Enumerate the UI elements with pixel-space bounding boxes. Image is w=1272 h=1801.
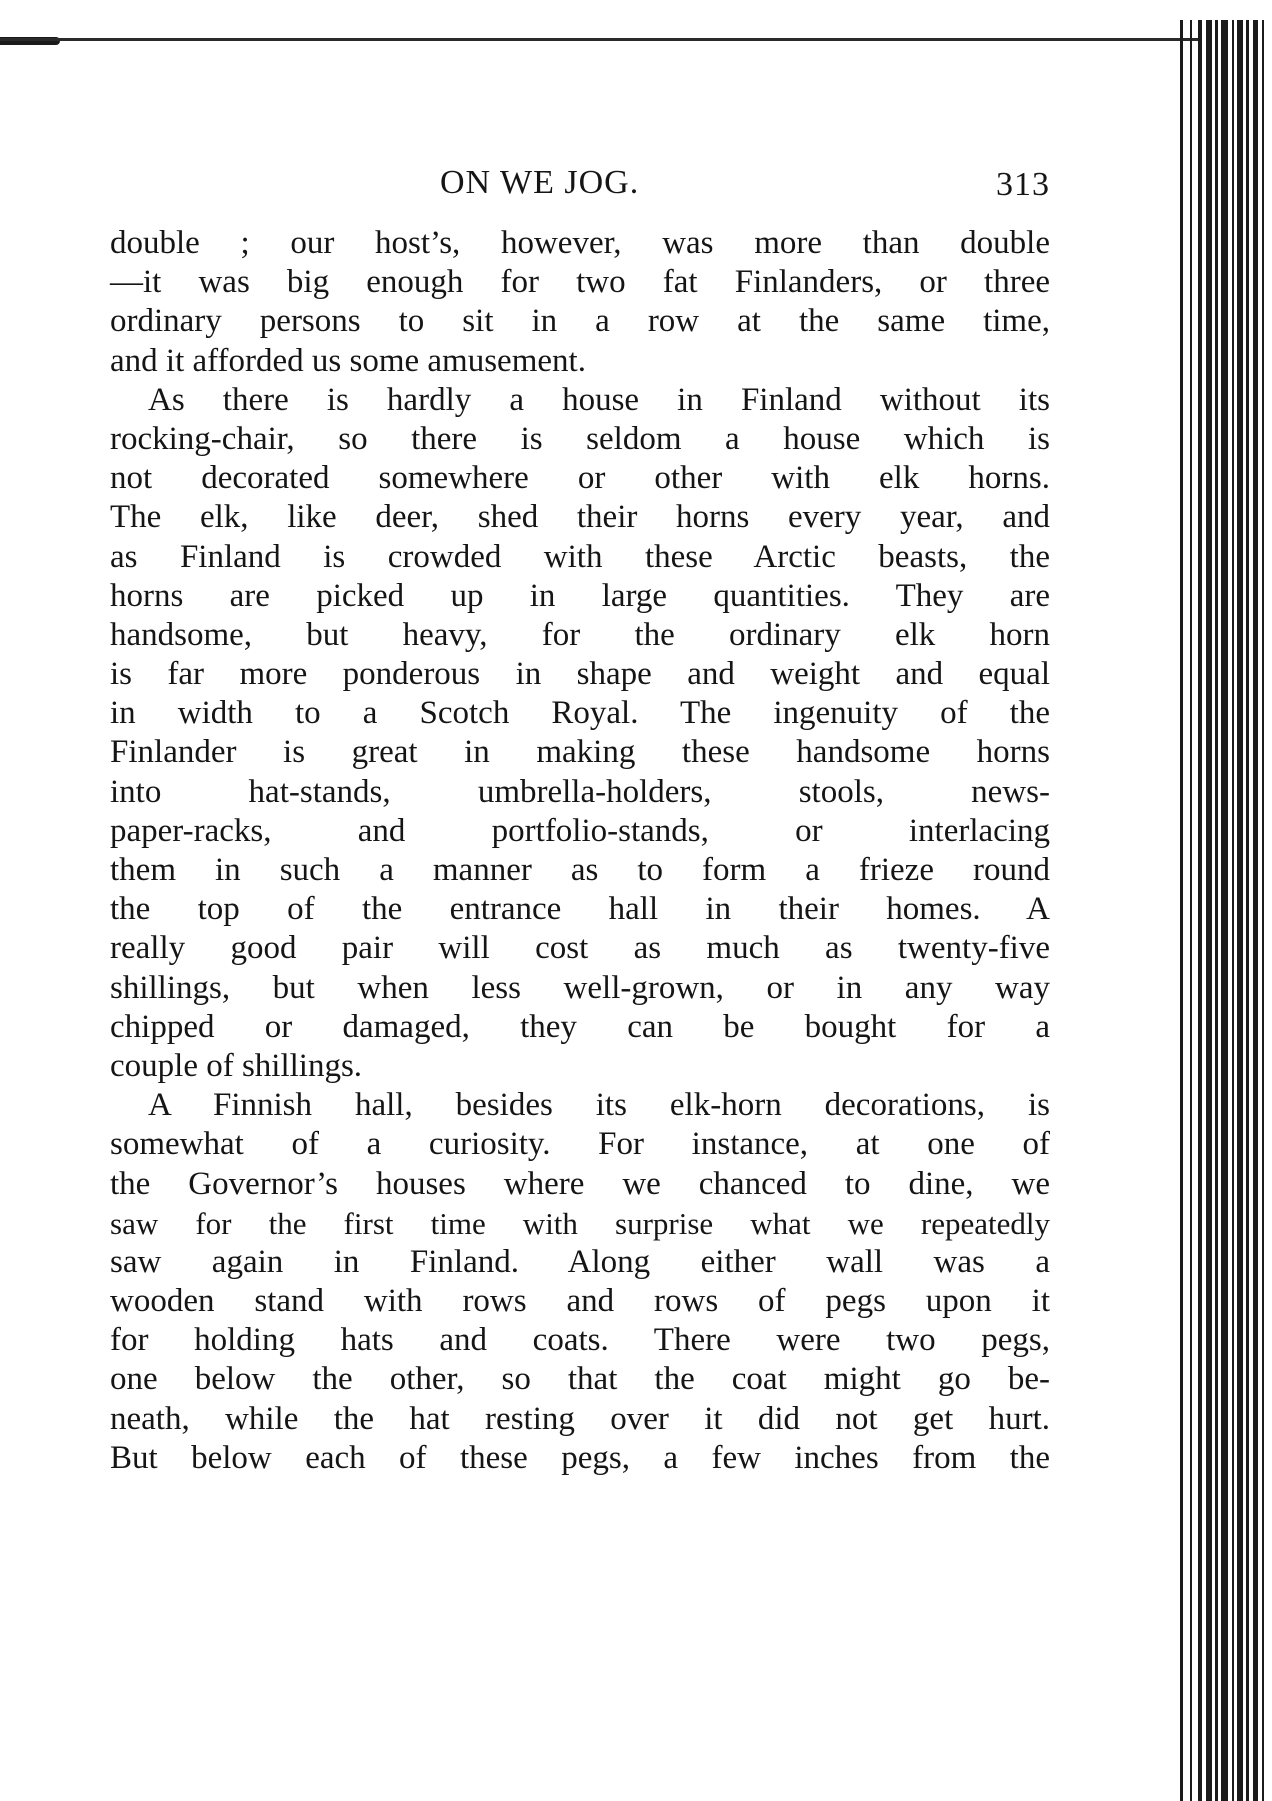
book-binding-edge xyxy=(1180,20,1272,1801)
paragraph-1 xyxy=(110,224,1050,381)
text-line: neath, while the hat resting over it did not get hurt. xyxy=(110,1400,1050,1437)
paragraph-2 xyxy=(110,381,1050,1086)
page-header xyxy=(110,160,1050,224)
text-line: one below the other, so that the coat might go be- xyxy=(110,1361,1050,1398)
text-line: A Finnish hall, besides its elk-horn decorations, is xyxy=(148,1087,1050,1124)
text-line: double ; our host’s, however, was more than double xyxy=(110,225,1050,261)
running-head: ON WE JOG. xyxy=(440,164,640,201)
text-line: saw again in Finland. Along either wall was a xyxy=(110,1243,1050,1280)
text-line: somewhat of a curiosity. For instance, at one of xyxy=(110,1126,1050,1163)
text-line: them in such a manner as to form a frieze round xyxy=(110,852,1050,888)
text-line: handsome, but heavy, for the ordinary elk horn xyxy=(110,616,1050,653)
text-line: saw for the first time with surprise what we repeatedly xyxy=(110,1205,1050,1241)
text-line: couple of shillings. xyxy=(110,1047,363,1084)
text-line: and it afforded us some amusement. xyxy=(110,342,586,379)
text-line: paper-racks, and portfolio-stands, or interlacing xyxy=(110,812,1050,849)
text-line: Finlander is great in making these handsome horns xyxy=(110,734,1050,771)
paragraph-3 xyxy=(110,1086,1050,1478)
text-line: But below each of these pegs, a few inches from the xyxy=(110,1439,1050,1476)
text-line: really good pair will cost as much as twenty-five xyxy=(110,930,1050,967)
text-line: in width to a Scotch Royal. The ingenuity of the xyxy=(110,695,1050,732)
text-line: ordinary persons to sit in a row at the same time, xyxy=(110,303,1050,340)
book-page xyxy=(110,160,1050,1478)
text-line: shillings, but when less well-grown, or in any way xyxy=(110,969,1050,1006)
page-number: 313 xyxy=(996,166,1050,203)
text-line: wooden stand with rows and rows of pegs upon it xyxy=(110,1283,1050,1320)
text-line: horns are picked up in large quantities. They are xyxy=(110,577,1050,614)
text-line: the Governor’s houses where we chanced to dine, we xyxy=(110,1165,1050,1202)
text-line: not decorated somewhere or other with elk horns. xyxy=(110,460,1050,497)
text-line: as Finland is crowded with these Arctic beasts, the xyxy=(110,538,1050,575)
text-line: the top of the entrance hall in their homes. A xyxy=(110,891,1050,928)
text-line: chipped or damaged, they can be bought for a xyxy=(110,1008,1050,1045)
text-line: —it was big enough for two fat Finlanders, or three xyxy=(110,264,1050,301)
text-line: into hat-stands, umbrella-holders, stools, news- xyxy=(110,773,1050,810)
text-line: is far more ponderous in shape and weight and equal xyxy=(110,656,1050,693)
text-line: for holding hats and coats. There were two pegs, xyxy=(110,1322,1050,1359)
text-line: rocking-chair, so there is seldom a house which is xyxy=(110,420,1050,457)
text-line: The elk, like deer, shed their horns every year, and xyxy=(110,499,1050,536)
top-rule xyxy=(0,38,1200,41)
text-line: As there is hardly a house in Finland without its xyxy=(148,381,1050,418)
